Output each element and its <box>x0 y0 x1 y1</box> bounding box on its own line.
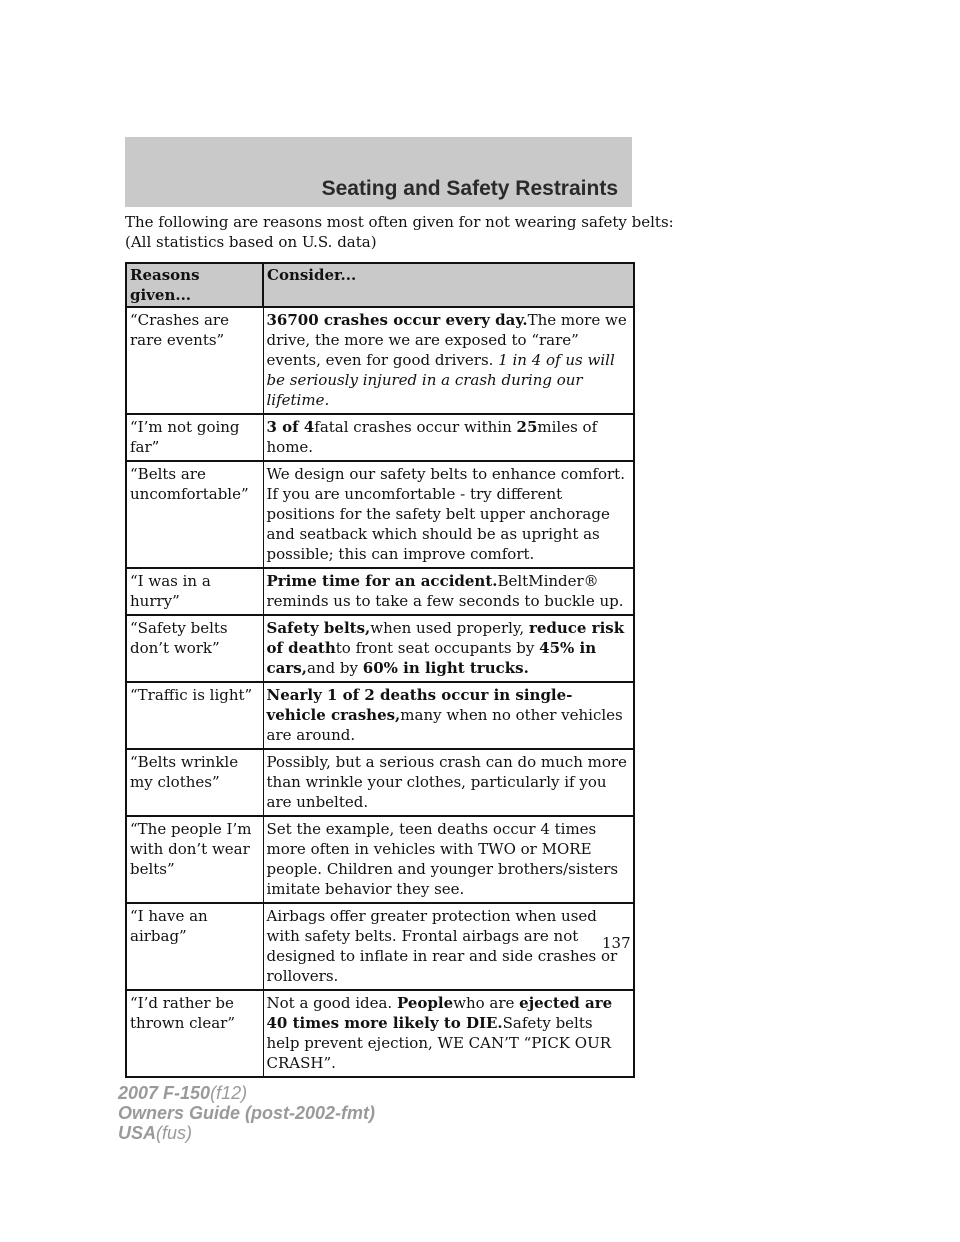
intro-text <box>125 212 674 252</box>
reason-cell: “Traffic is light” <box>126 682 263 749</box>
consider-text-segment: who are <box>453 994 520 1012</box>
consider-text-segment: People <box>396 994 454 1012</box>
table-row <box>126 461 634 568</box>
consider-text-segment: many when no other vehicles are around. <box>266 706 623 744</box>
consider-cell <box>263 568 634 615</box>
reason-cell: “I was in a hurry” <box>126 568 263 615</box>
footer-model-code: (f12) <box>210 1083 248 1103</box>
reason-cell: “I’m not going far” <box>126 414 263 461</box>
table-row <box>126 568 634 615</box>
consider-text-segment: Airbags offer greater protection when used with safety belts. Frontal airbags are not designed to inflate in rear and side crashes or rollovers. <box>266 907 618 985</box>
consider-cell <box>263 682 634 749</box>
consider-text-segment: Safety belts, <box>266 619 371 637</box>
table-row <box>126 816 634 903</box>
consider-text-segment: 25 <box>516 418 538 436</box>
table-body <box>126 307 634 1077</box>
table-row <box>126 307 634 414</box>
table-row <box>126 749 634 816</box>
consider-cell <box>263 307 634 414</box>
footer-region-code: (fus) <box>156 1123 193 1143</box>
consider-cell <box>263 615 634 682</box>
footer-region: USA <box>118 1123 157 1143</box>
reason-cell: “Safety belts don’t work” <box>126 615 263 682</box>
consider-text-segment: 3 of 4 <box>266 418 315 436</box>
consider-text-segment: 45% in cars, <box>266 639 597 677</box>
consider-text-segment: Not a good idea. <box>266 994 397 1012</box>
consider-text-segment: and by <box>306 659 363 677</box>
page-number: 137 <box>602 934 631 952</box>
reasons-table <box>125 262 635 1078</box>
table-row <box>126 990 634 1077</box>
consider-text-segment: miles of home. <box>266 418 598 456</box>
consider-cell <box>263 816 634 903</box>
consider-text-segment: Safety belts help prevent ejection, WE CAN’T “PICK OUR CRASH”. <box>266 1014 612 1072</box>
reason-cell: “Belts are uncomfortable” <box>126 461 263 568</box>
consider-text-segment: ejected are 40 times more likely to DIE. <box>266 994 613 1032</box>
reason-cell: “Crashes are rare events” <box>126 307 263 414</box>
intro-line-2: (All statistics based on U.S. data) <box>125 233 377 251</box>
reason-cell: “I have an airbag” <box>126 903 263 990</box>
consider-text-segment: Possibly, but a serious crash can do much more than wrinkle your clothes, particularly if you are unbelted. <box>266 753 627 811</box>
section-header-band <box>125 137 632 207</box>
consider-text-segment: to front seat occupants by <box>335 639 540 657</box>
column-header-consider: Consider... <box>263 263 634 307</box>
consider-text-segment: Set the example, teen deaths occur 4 times more often in vehicles with TWO or MORE people. Children and younger brothers/sisters imitate behavior they see. <box>266 820 619 898</box>
table-row <box>126 414 634 461</box>
consider-text-segment: Nearly 1 of 2 deaths occur in single-vehicle crashes, <box>266 686 573 724</box>
footer-line-3 <box>118 1123 375 1143</box>
consider-cell <box>263 461 634 568</box>
footer-line-1 <box>118 1083 375 1103</box>
reason-cell: “Belts wrinkle my clothes” <box>126 749 263 816</box>
consider-cell <box>263 903 634 990</box>
consider-text-segment: 1 in 4 of us will be seriously injured in a crash during our lifetime. <box>266 351 615 409</box>
consider-text-segment: reduce risk of death <box>266 619 625 657</box>
consider-text-segment: BeltMinder® reminds us to take a few seconds to buckle up. <box>266 572 624 610</box>
consider-text-segment: fatal crashes occur within <box>314 418 517 436</box>
column-header-reasons: Reasons given... <box>126 263 263 307</box>
reason-cell: “The people I’m with don’t wear belts” <box>126 816 263 903</box>
consider-text-segment: 36700 crashes occur every day. <box>266 311 528 329</box>
consider-text-segment: We design our safety belts to enhance comfort. If you are uncomfortable - try different positions for the safety belt upper anchorage and seatback which should be as upright as possible; this can improve comfort. <box>266 465 625 563</box>
consider-text-segment: 60% in light trucks. <box>362 659 529 677</box>
consider-text-segment: when used properly, <box>370 619 529 637</box>
intro-line-1: The following are reasons most often given for not wearing safety belts: <box>125 213 674 231</box>
footer-model: 2007 F-150 <box>118 1083 211 1103</box>
consider-text-segment: Prime time for an accident. <box>266 572 498 590</box>
table-header-row <box>126 263 634 307</box>
consider-cell <box>263 749 634 816</box>
section-title: Seating and Safety Restraints <box>321 177 618 200</box>
consider-cell <box>263 990 634 1077</box>
footer-guide: Owners Guide (post-2002-fmt) <box>118 1103 376 1123</box>
document-footer <box>118 1083 375 1143</box>
table-row <box>126 615 634 682</box>
consider-cell <box>263 414 634 461</box>
reason-cell: “I’d rather be thrown clear” <box>126 990 263 1077</box>
table-row <box>126 903 634 990</box>
table-row <box>126 682 634 749</box>
consider-text-segment: The more we drive, the more we are exposed to “rare” events, even for good drivers. <box>266 311 627 369</box>
